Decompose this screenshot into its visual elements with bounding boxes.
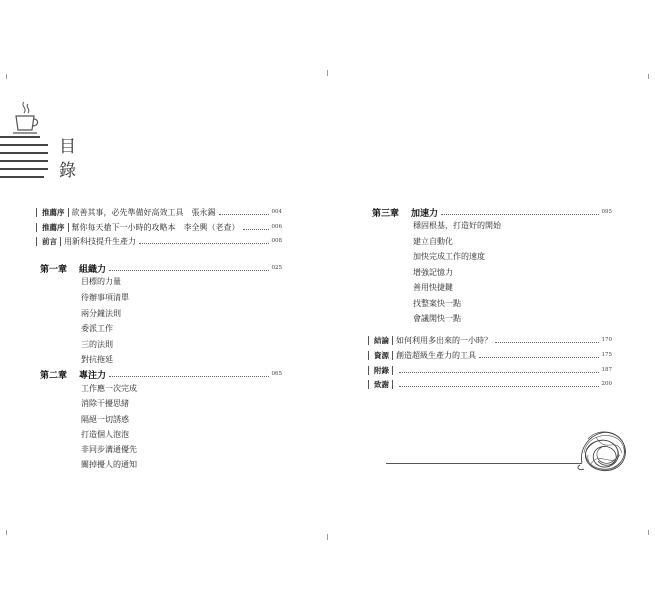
leader-dots (479, 357, 599, 358)
tag-divider (368, 336, 372, 345)
toc-chapter-2[interactable] (40, 367, 282, 381)
toc-tag: 前言 (42, 237, 61, 246)
tag-divider (36, 223, 40, 232)
toc-section-item[interactable]: 善用快捷鍵 (413, 283, 453, 292)
page-title-char-1: 目 (59, 137, 76, 157)
bottom-rule-line (386, 463, 582, 464)
page-number: 004 (271, 209, 282, 215)
crop-mark-bottom-left (6, 530, 7, 535)
toc-section-item[interactable]: 打造個人泡泡 (81, 430, 129, 439)
leader-dots (495, 342, 599, 343)
chapter-title: 加速力 (411, 208, 439, 219)
page-title-char-2: 錄 (59, 161, 76, 181)
toc-section-item[interactable]: 委派工作 (81, 324, 113, 333)
leader-dots (243, 229, 269, 230)
tag-divider (368, 351, 372, 360)
crop-mark-top-right (648, 74, 649, 79)
toc-back-matter-3[interactable] (368, 363, 612, 377)
toc-section-item[interactable]: 目標的力量 (81, 277, 121, 286)
chapter-label: 第三章 (372, 208, 400, 219)
toc-entry-text: 欲善其事，必先準備好高效工具 張永錫 (71, 207, 216, 217)
toc-section-item[interactable]: 關掉擾人的通知 (81, 460, 137, 469)
toc-tag: 結論 (374, 336, 393, 345)
chapter-label: 第二章 (40, 370, 68, 381)
leader-dots (109, 376, 268, 377)
toc-chapter-3[interactable] (372, 205, 612, 219)
toc-back-matter-1[interactable] (368, 333, 612, 347)
toc-tag: 附錄 (374, 366, 393, 375)
crop-mark-bottom-right (648, 530, 649, 535)
toc-section-item[interactable]: 兩分鐘法則 (81, 309, 121, 318)
leader-dots (399, 386, 599, 387)
crop-mark-center-top (327, 70, 328, 76)
toc-front-matter-3[interactable] (36, 234, 282, 248)
toc-section-item[interactable]: 建立自動化 (413, 237, 453, 246)
toc-section-item[interactable]: 隔絕一切誘惑 (81, 415, 129, 424)
crop-mark-top-left (6, 74, 7, 79)
page-number: 170 (601, 337, 612, 343)
toc-section-item[interactable]: 找整案快一點 (413, 299, 461, 308)
tag-divider (368, 380, 372, 389)
toc-back-matter-4[interactable] (368, 377, 612, 391)
page-number: 200 (601, 381, 612, 387)
page-number: 006 (271, 224, 282, 230)
tag-divider (36, 237, 40, 246)
toc-section-item[interactable]: 工作應一次完成 (81, 384, 137, 393)
toc-entry-text: 如何利用多出來的一小時？ (396, 335, 492, 345)
toc-section-item[interactable]: 消除干擾思緒 (81, 399, 129, 408)
toc-section-item[interactable]: 三的法則 (81, 340, 113, 349)
tag-divider (368, 366, 372, 375)
coffee-cup-icon (8, 100, 40, 140)
page-number: 065 (271, 371, 282, 377)
toc-section-item[interactable]: 會議開快一點 (413, 314, 461, 323)
toc-entry-text: 用新科技提升生產力 (64, 236, 136, 246)
toc-tag: 資源 (374, 351, 393, 360)
page-number: 095 (601, 209, 612, 215)
leader-dots (219, 214, 269, 215)
toc-entry-text: 幫你每天搶下一小時的攻略本 李全興（老查） (71, 222, 240, 232)
tag-divider (36, 208, 40, 217)
page-number: 025 (271, 265, 282, 271)
toc-section-item[interactable]: 待辦事項清單 (81, 293, 129, 302)
toc-entry-text: 創造超級生產力的工具 (396, 350, 476, 360)
tangled-scribble-icon (576, 425, 632, 475)
toc-front-matter-1[interactable] (36, 205, 282, 219)
page-number: 187 (601, 367, 612, 373)
toc-section-item[interactable]: 對抗拖延 (81, 355, 113, 364)
toc-section-item[interactable]: 加快完成工作的速度 (413, 252, 485, 261)
chapter-label: 第一章 (40, 264, 68, 275)
page-number: 008 (271, 238, 282, 244)
chapter-title: 專注力 (79, 370, 107, 381)
toc-tag: 推薦序 (42, 208, 69, 217)
toc-section-item[interactable]: 穩固根基，打造好的開始 (413, 221, 501, 230)
toc-tag: 致謝 (374, 380, 393, 389)
toc-back-matter-2[interactable] (368, 348, 612, 362)
leader-dots (441, 214, 598, 215)
toc-front-matter-2[interactable] (36, 220, 282, 234)
chapter-title: 組織力 (79, 264, 107, 275)
toc-section-item[interactable]: 增強記憶力 (413, 268, 453, 277)
leader-dots (139, 243, 269, 244)
toc-chapter-1[interactable] (40, 261, 282, 275)
leader-dots (109, 270, 268, 271)
leader-dots (399, 372, 599, 373)
crop-mark-center-bottom (327, 534, 328, 540)
page-number: 175 (601, 352, 612, 358)
toc-section-item[interactable]: 非同步溝通優先 (81, 445, 137, 454)
toc-tag: 推薦序 (42, 223, 69, 232)
